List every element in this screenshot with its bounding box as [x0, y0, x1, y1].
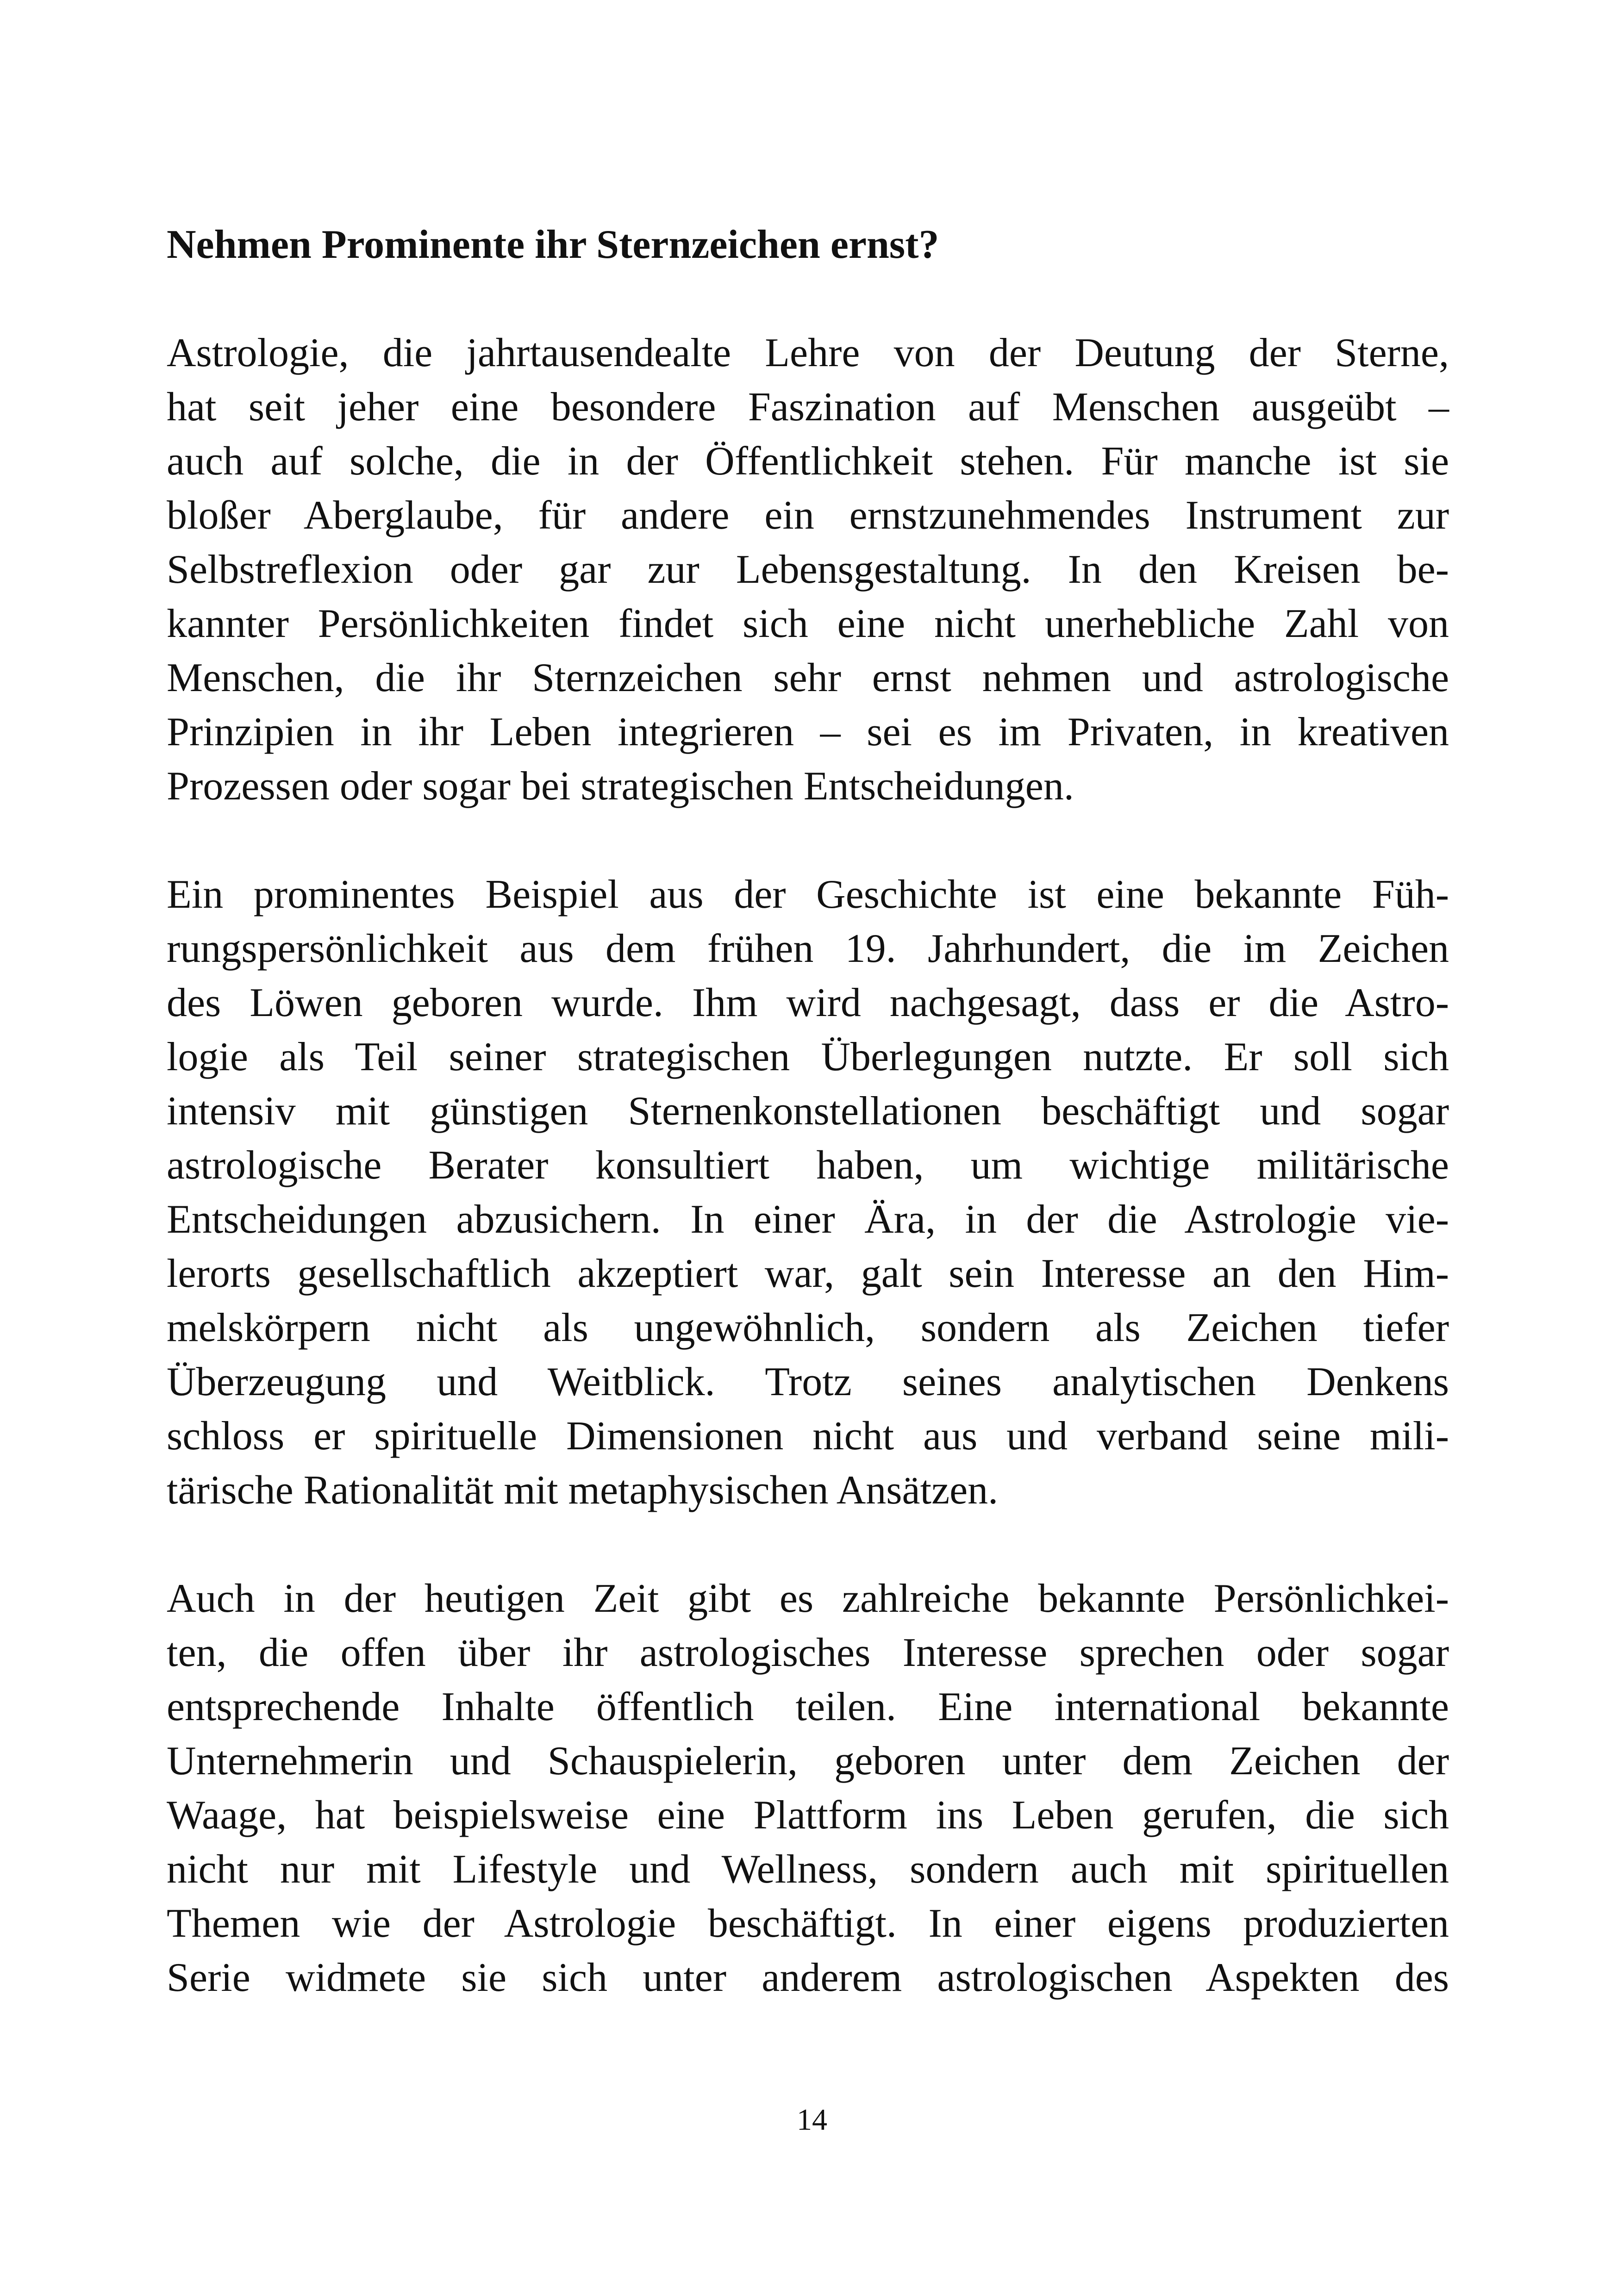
text-line: ten, die offen über ihr astrologisches Interesse sprechen oder sogar [167, 1630, 1449, 1675]
text-line: hat seit jeher eine besondere Faszination auf Menschen ausgeübt – [167, 385, 1449, 430]
text-line: intensiv mit günstigen Sternenkonstellationen beschäftigt und sogar [167, 1089, 1449, 1134]
text-line: Prozessen oder sogar bei strategischen Entscheidungen. [167, 764, 1074, 809]
text-line: Serie widmete sie sich unter anderem astrologischen Aspekten des [167, 1955, 1449, 2000]
text-line: Auch in der heutigen Zeit gibt es zahlreiche bekannte Persönlichkei- [167, 1576, 1449, 1621]
paragraph-2 [167, 867, 1449, 1517]
text-line: schloss er spirituelle Dimensionen nicht aus und verband seine mili- [167, 1414, 1449, 1459]
text-line: bloßer Aberglaube, für andere ein ernstzunehmendes Instrument zur [167, 493, 1449, 538]
text-line: logie als Teil seiner strategischen Überlegungen nutzte. Er soll sich [167, 1035, 1449, 1079]
text-line: Entscheidungen abzusichern. In einer Ära, in der die Astrologie vie- [167, 1197, 1449, 1242]
text-line: Themen wie der Astrologie beschäftigt. In einer eigens produzierten [167, 1901, 1449, 1946]
paragraph-3 [167, 1572, 1449, 2005]
text-line: Prinzipien in ihr Leben integrieren – sei es im Privaten, in kreativen [167, 710, 1449, 755]
text-line: kannter Persönlichkeiten findet sich eine nicht unerhebliche Zahl von [167, 601, 1449, 646]
text-line: Waage, hat beispielsweise eine Plattform ins Leben gerufen, die sich [167, 1793, 1449, 1838]
text-line: nicht nur mit Lifestyle und Wellness, sondern auch mit spirituellen [167, 1847, 1449, 1892]
paragraph-1 [167, 326, 1449, 813]
text-line: Astrologie, die jahrtausendealte Lehre von der Deutung der Sterne, [167, 331, 1449, 375]
text-line: Menschen, die ihr Sternzeichen sehr ernst nehmen und astrologische [167, 655, 1449, 700]
text-line: Selbstreflexion oder gar zur Lebensgestaltung. In den Kreisen be- [167, 547, 1449, 592]
text-line: rungspersönlichkeit aus dem frühen 19. Jahrhundert, die im Zeichen [167, 926, 1449, 971]
text-line: Überzeugung und Weitblick. Trotz seines analytischen Denkens [167, 1360, 1449, 1404]
text-line: astrologische Berater konsultiert haben, um wichtige militärische [167, 1143, 1449, 1188]
text-line: tärische Rationalität mit metaphysischen Ansätzen. [167, 1468, 999, 1513]
page-heading: Nehmen Prominente ihr Sternzeichen ernst? [167, 222, 939, 267]
text-line: des Löwen geboren wurde. Ihm wird nachgesagt, dass er die Astro- [167, 980, 1449, 1025]
text-line: melskörpern nicht als ungewöhnlich, sondern als Zeichen tiefer [167, 1305, 1449, 1350]
page-content [167, 218, 1449, 2059]
text-line: lerorts gesellschaftlich akzeptiert war, galt sein Interesse an den Him- [167, 1251, 1449, 1296]
text-line: entsprechende Inhalte öffentlich teilen. Eine international bekannte [167, 1684, 1449, 1729]
page-number: 14 [797, 2103, 827, 2137]
text-line: Unternehmerin und Schauspielerin, geboren unter dem Zeichen der [167, 1739, 1449, 1784]
text-line: Ein prominentes Beispiel aus der Geschichte ist eine bekannte Füh- [167, 872, 1449, 917]
text-line: auch auf solche, die in der Öffentlichkeit stehen. Für manche ist sie [167, 439, 1449, 484]
